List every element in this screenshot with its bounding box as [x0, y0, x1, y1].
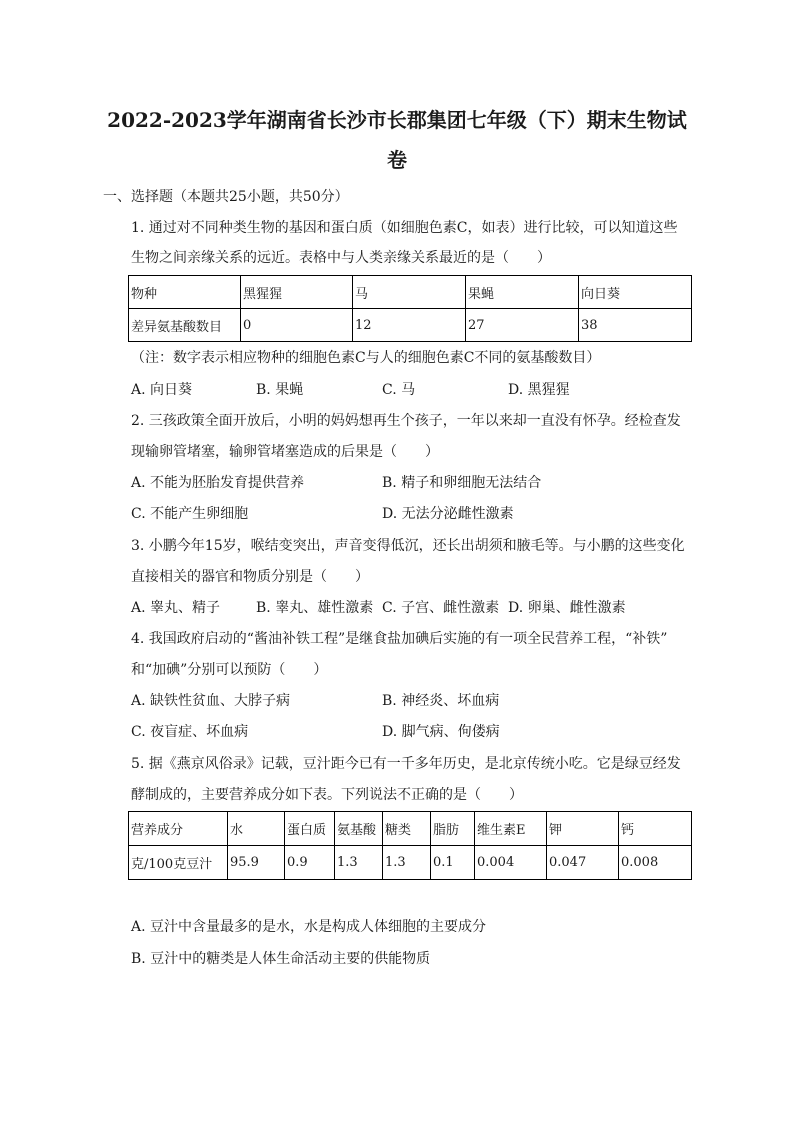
q1-stem-line-2: 生物之间亲缘关系的远近。表格中与人类亲缘关系最近的是（ ）	[131, 250, 551, 266]
q5-table	[128, 811, 692, 880]
q3-option-c: C. 子宫、雌性激素	[382, 600, 500, 616]
q1-option-b: B. 果蝇	[256, 382, 304, 398]
q1-option-a: A. 向日葵	[131, 382, 193, 398]
q3-stem-line-2: 直接相关的器官和物质分别是（ ）	[131, 569, 369, 585]
q5-table-header-cell: 维生素E	[475, 812, 547, 846]
q1-option-c: C. 马	[382, 382, 416, 398]
q5-table-cell: 1.3	[335, 846, 383, 880]
q2-stem-line-2: 现输卵管堵塞，输卵管堵塞造成的后果是（ ）	[131, 444, 439, 460]
q2-option-d: D. 无法分泌雌性激素	[382, 506, 514, 522]
q1-table-cell: 差异氨基酸数目	[129, 309, 241, 342]
q1-stem-line-1: 1. 通过对不同种类生物的基因和蛋白质（如细胞色素C，如表）进行比较，可以知道这些	[131, 220, 678, 236]
q5-option-b: B. 豆汁中的糖类是人体生命活动主要的供能物质	[131, 951, 431, 967]
q5-table-cell: 0.008	[619, 846, 692, 880]
q5-table-cell: 1.3	[383, 846, 431, 880]
q5-table-cell: 克/100克豆汁	[129, 846, 228, 880]
q1-table	[128, 275, 692, 342]
q3-stem-line-1: 3. 小鹏今年15岁，喉结变突出，声音变得低沉，还长出胡须和腋毛等。与小鹏的这些变化	[131, 538, 685, 554]
q5-table-header-cell: 蛋白质	[285, 812, 335, 846]
q5-table-header-cell: 水	[228, 812, 285, 846]
q5-table-cell: 0.004	[475, 846, 547, 880]
q5-table-row	[129, 846, 692, 880]
q1-table-cell: 27	[466, 309, 579, 342]
q1-table-header-cell: 物种	[129, 276, 241, 309]
q4-stem-line-1: 4. 我国政府启动的“酱油补铁工程”是继食盐加碘后实施的有一项全民营养工程，“补铁”	[131, 631, 668, 647]
q5-table-cell: 0.9	[285, 846, 335, 880]
q2-option-a: A. 不能为胚胎发育提供营养	[131, 475, 305, 491]
q1-table-cell: 12	[353, 309, 466, 342]
q5-table-header-cell: 钾	[547, 812, 619, 846]
q5-table-header-cell: 糖类	[383, 812, 431, 846]
q1-table-header-cell: 向日葵	[579, 276, 692, 309]
q1-note: （注：数字表示相应物种的细胞色素C与人的细胞色素C不同的氨基酸数目）	[131, 350, 601, 366]
q5-stem-line-2: 酵制成的，主要营养成分如下表。下列说法不正确的是（ ）	[131, 787, 523, 803]
title-line-1: 2022-2023学年湖南省长沙市长郡集团七年级（下）期末生物试	[107, 108, 687, 132]
q1-table-cell: 0	[241, 309, 353, 342]
q4-option-c: C. 夜盲症、坏血病	[131, 724, 249, 740]
q1-table-cell: 38	[579, 309, 692, 342]
title-line-2: 卷	[387, 148, 407, 172]
q5-table-header-cell: 脂肪	[431, 812, 475, 846]
q5-table-cell: 0.1	[431, 846, 475, 880]
q3-option-d: D. 卵巢、雌性激素	[508, 600, 626, 616]
q3-option-a: A. 睾丸、精子	[131, 600, 221, 616]
q3-option-b: B. 睾丸、雄性激素	[256, 600, 374, 616]
q1-table-header-row	[129, 276, 692, 309]
q4-option-d: D. 脚气病、佝偻病	[382, 724, 500, 740]
q1-table-header-cell: 马	[353, 276, 466, 309]
q1-option-d: D. 黑猩猩	[508, 382, 570, 398]
exam-title	[90, 100, 704, 180]
q2-stem-line-1: 2. 三孩政策全面开放后，小明的妈妈想再生个孩子，一年以来却一直没有怀孕。经检查发	[131, 413, 681, 429]
q5-table-header-cell: 氨基酸	[335, 812, 383, 846]
q2-option-b: B. 精子和卵细胞无法结合	[382, 475, 542, 491]
q5-table-header-cell: 营养成分	[129, 812, 228, 846]
section-heading: 一、选择题（本题共25小题，共50分）	[103, 189, 349, 205]
q1-table-header-cell: 黑猩猩	[241, 276, 353, 309]
q4-option-b: B. 神经炎、坏血病	[382, 693, 500, 709]
q5-table-cell: 0.047	[547, 846, 619, 880]
q5-table-header-row	[129, 812, 692, 846]
q4-option-a: A. 缺铁性贫血、大脖子病	[131, 693, 291, 709]
q1-table-header-cell: 果蝇	[466, 276, 579, 309]
q5-table-cell: 95.9	[228, 846, 285, 880]
q5-stem-line-1: 5. 据《燕京风俗录》记载，豆汁距今已有一千多年历史，是北京传统小吃。它是绿豆经发	[131, 756, 681, 772]
q1-table-row	[129, 309, 692, 342]
q5-table-header-cell: 钙	[619, 812, 692, 846]
q2-option-c: C. 不能产生卵细胞	[131, 506, 249, 522]
q5-option-a: A. 豆汁中含量最多的是水，水是构成人体细胞的主要成分	[131, 919, 487, 935]
q4-stem-line-2: 和“加碘”分别可以预防（ ）	[131, 662, 328, 678]
